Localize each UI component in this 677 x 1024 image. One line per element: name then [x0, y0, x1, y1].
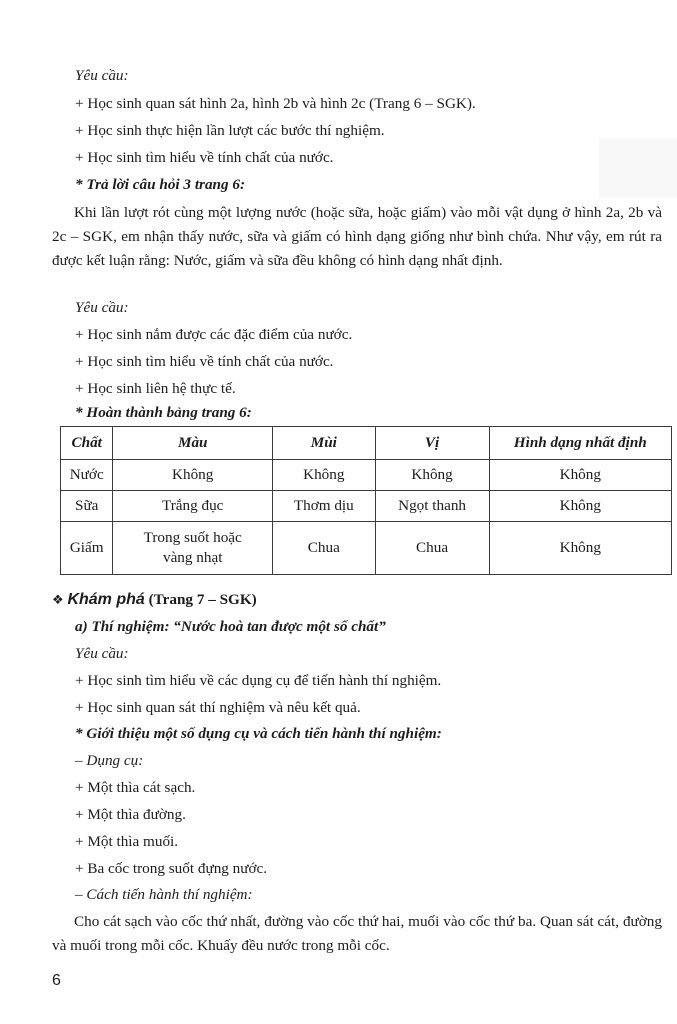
requirement-label: Yêu cầu: [75, 299, 129, 316]
table-cell: Ngọt thanh [375, 491, 489, 522]
table-row [61, 460, 672, 491]
table-cell: Trắng đục [113, 491, 273, 522]
table-cell: Không [375, 460, 489, 491]
procedure-paragraph: Cho cát sạch vào cốc thứ nhất, đường vào cốc thứ hai, muối vào cốc thứ ba. Quan sát cát, đường và muối trong mỗi cốc. Khuấy đều nước trong mỗi cốc. [52, 913, 662, 954]
table-cell: Không [489, 491, 671, 522]
diamond-bullet-icon: ❖ [52, 593, 64, 608]
page-number: 6 [52, 972, 61, 989]
explore-heading [52, 590, 257, 611]
table-cell: Nước [61, 460, 113, 491]
table-cell: Không [273, 460, 376, 491]
table-header-row [61, 427, 672, 460]
tools-label: – Dụng cụ: [75, 752, 144, 769]
table-cell: Không [489, 460, 671, 491]
answer-heading: * Trả lời câu hỏi 3 trang 6: [75, 176, 246, 193]
answer-paragraph: Khi lần lượt rót cùng một lượng nước (hoặc sữa, hoặc giấm) vào mỗi vật dụng ở hình 2a, 2b và 2c – SGK, em nhận thấy nước, sữa và giấm có hình dạng giống như bình chứa. Như vậy, em rút ra được kết luận rằng: Nước, giấm và sữa đều không có hình dạng nhất định. [52, 204, 662, 269]
experiment-title: a) Thí nghiệm: “Nước hoà tan được một số chất” [75, 618, 386, 635]
tool-item: + Một thìa muối. [75, 833, 179, 850]
table-row [61, 491, 672, 522]
table-row [61, 522, 672, 575]
intro-heading: * Giới thiệu một số dụng cụ và cách tiến hành thí nghiệm: [75, 725, 442, 742]
requirement-item: + Học sinh tìm hiểu về tính chất của nước. [75, 353, 334, 370]
tool-item: + Một thìa cát sạch. [75, 779, 196, 796]
table-cell: Không [489, 522, 671, 575]
requirement-item: + Học sinh tìm hiểu về các dụng cụ để tiến hành thí nghiệm. [75, 672, 442, 689]
requirement-item: + Học sinh quan sát thí nghiệm và nêu kết quả. [75, 699, 361, 716]
table-cell: Chua [273, 522, 376, 575]
header-cell: Vị [375, 427, 489, 460]
requirement-item: + Học sinh quan sát hình 2a, hình 2b và hình 2c (Trang 6 – SGK). [75, 95, 476, 112]
bleed-through-image [599, 138, 677, 198]
header-cell: Hình dạng nhất định [489, 427, 671, 460]
header-cell: Mùi [273, 427, 376, 460]
requirement-item: + Học sinh nắm được các đặc điểm của nước. [75, 326, 353, 343]
table-cell: Giấm [61, 522, 113, 575]
table-cell: Chua [375, 522, 489, 575]
requirement-item: + Học sinh thực hiện lần lượt các bước thí nghiệm. [75, 122, 385, 139]
explore-ref: (Trang 7 – SGK) [148, 591, 257, 608]
table-cell: Không [113, 460, 273, 491]
requirement-label: Yêu cầu: [75, 67, 129, 84]
explore-title: Khám phá [67, 591, 145, 608]
properties-table [60, 426, 672, 575]
procedure-label: – Cách tiến hành thí nghiệm: [75, 886, 253, 903]
header-cell: Màu [113, 427, 273, 460]
table-heading: * Hoàn thành bảng trang 6: [75, 404, 252, 421]
tool-item: + Một thìa đường. [75, 806, 186, 823]
table-cell: Thơm dịu [273, 491, 376, 522]
header-cell: Chất [61, 427, 113, 460]
requirement-item: + Học sinh tìm hiểu về tính chất của nước. [75, 149, 334, 166]
table-cell: Trong suốt hoặc vàng nhạt [113, 522, 273, 575]
requirement-label: Yêu cầu: [75, 645, 129, 662]
requirement-item: + Học sinh liên hệ thực tế. [75, 380, 236, 397]
tool-item: + Ba cốc trong suốt đựng nước. [75, 860, 268, 877]
table-cell: Sữa [61, 491, 113, 522]
